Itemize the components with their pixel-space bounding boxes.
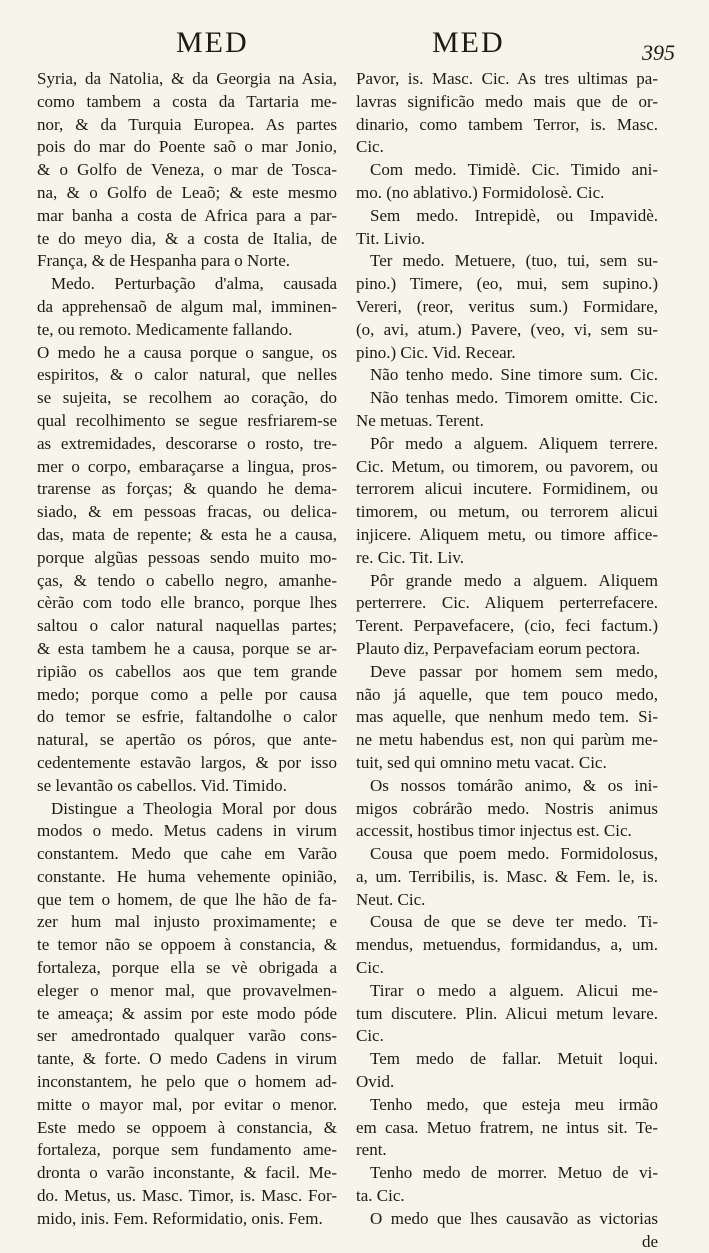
text-line: Não tenho medo. Sine timore sum. Cic. [370,365,658,385]
text-line: ser amedrontado qualquer varão cons- [37,1026,337,1046]
text-line: & esta tambem he a causa, porque se ar- [37,638,337,658]
text-line: Vereri, (reor, veritus sum.) Formidare, [356,296,658,316]
text-line: Neut. Cic. [356,889,426,909]
text-line: te, ou remoto. Medicamente fallando. [37,319,293,339]
text-line: pino.) Timere, (eo, mui, sem supino.) [356,274,658,294]
text-line: tuit, sed qui omnino metu vacat. Cic. [356,752,607,772]
text-line: te ameaça; & assim por este modo póde [37,1003,337,1023]
text-line: medo; porque como a pelle por causa [37,684,337,704]
text-line: perterrere. Cic. Aliquem perterrefacere. [356,593,658,613]
text-line: Este medo se oppoem à constancia, & [37,1117,337,1137]
text-line: ne metu habendus est, non qui parùm me- [356,730,658,750]
text-line: pino.) Cic. Vid. Recear. [356,342,516,362]
text-line: (o, avi, atum.) Pavere, (veo, vi, sem su- [356,319,658,339]
text-line: re. Cic. Tit. Liv. [356,547,464,567]
text-line: Medo. Perturbação d'alma, causada [51,274,337,294]
text-line: mo. (no ablativo.) Formidolosè. Cic. [356,182,605,202]
text-line: Distingue a Theologia Moral por dous [51,798,337,818]
text-line: mas aquelle, que nenhum medo tem. Si- [356,707,658,727]
text-line: Tenho medo de morrer. Metuo de vi- [370,1163,658,1183]
text-line: Pôr grande medo a alguem. Aliquem [370,570,658,590]
text-line: pois do mar do Poente saõ o mar Jonio, [37,137,337,157]
text-line: Pavor, is. Masc. Cic. As tres ultimas pa- [356,69,658,88]
text-line: Tit. Livio. [356,228,425,248]
text-line: cedentemente estavão largos, & por isso [37,752,337,772]
text-line: mitte o mayor mal, por evitar o menor. [37,1094,337,1114]
text-line: Cic. [356,1026,384,1046]
text-line: eleger o menor mal, que provavelmen- [37,980,337,1000]
text-line: Deve passar por homem sem medo, [370,661,658,681]
text-line: Cic. Metum, ou timorem, ou pavorem, ou [356,456,658,476]
text-line: na, & o Golfo de Leaõ; & este mesmo [37,182,337,202]
text-line: nor, & da Turquia Europea. As partes [37,114,337,134]
text-line: terrorem alicui incutere. Formidinem, ou [356,479,658,499]
text-line: O medo que lhes causavão as victorias [370,1208,658,1228]
text-line: & o Golfo de Veneza, o mar de Tosca- [37,160,337,180]
text-line: constante. He huma vehemente opinião, [37,866,337,886]
page-number: 395 [642,40,675,65]
text-line: Cousa de que se deve ter medo. Ti- [370,912,658,932]
text-line: do temor se esfrie, faltandolhe o calor [37,707,337,727]
text-line: modos o medo. Metus cadens in virum [37,821,337,841]
text-line: da apprehensaõ de algum mal, imminen- [37,296,337,316]
text-line: Com medo. Timidè. Cic. Timido ani- [370,160,658,180]
text-line: ças, & tendo o cabello negro, amanhe- [37,570,337,590]
right-column [356,68,658,1253]
text-line: Cic. [356,137,384,157]
text-line: siado, & em pessoas fracas, ou delica- [37,502,337,522]
text-line: fortaleza, porque sem fundamento ame- [37,1140,337,1160]
text-line: Ter medo. Metuere, (tuo, tui, sem su- [370,251,658,271]
text-line: das, mata de repente; & esta he a causa, [37,524,337,544]
text-line: ta. Cic. [356,1186,405,1206]
text-line: timorem, ou metum, ou terrorem alicui [356,502,658,522]
text-line: a, um. Terribilis, is. Masc. & Fem. le, is. [356,866,658,886]
text-line: Os nossos tomárão animo, & os ini- [370,775,658,795]
text-line: as extremidades, descorarse o rosto, tre- [37,433,337,453]
text-line: te temor não se oppoem à constancia, & [37,935,337,955]
text-line: Sem medo. Intrepidè, ou Impavidè. [370,205,658,225]
text-line: Syria, da Natolia, & da Georgia na Asia, [37,69,337,88]
text-line: Tem medo de fallar. Metuit loqui. [370,1049,658,1069]
text-line: saltou o calor natural naquellas partes; [37,616,337,636]
text-line: tum discutere. Plin. Alicui metum levare. [356,1003,658,1023]
text-line: mer o corpo, embaraçarse a lingua, pros- [37,456,337,476]
text-line: dronta o varão inconstante, & facil. Me- [37,1163,337,1183]
text-line: inconstantem, he pelo que o homem ad- [37,1072,337,1092]
text-line: Ne metuas. Terent. [356,410,484,430]
text-line: que tem o homem, de que lhe hão de fa- [37,889,337,909]
text-line: lavras significão medo mais que de or- [356,91,658,111]
text-line: Plauto diz, Perpavefaciam eorum pectora. [356,638,641,658]
text-line: trarense as forças; & quando he dema- [37,479,337,499]
text-line: zer hum mal injusto proximamente; e [37,912,337,932]
running-head-right: MED [432,26,505,59]
text-line: Ovid. [356,1072,395,1092]
text-line: França, & de Hespanha para o Norte. [37,251,291,271]
text-line: natural, se apertão os póros, que ante- [37,730,337,750]
text-line: rent. [356,1140,387,1160]
text-line: mendus, metuendus, formidandus, a, um. [356,935,658,955]
running-head-left: MED [176,26,249,59]
text-line: não já aquelle, que tem pouco medo, [356,684,658,704]
text-line: O medo he a causa porque o sangue, os [37,342,337,362]
text-line: Cousa que poem medo. Formidolosus, [370,844,658,864]
text-line: mar banha a costa de Africa para a par- [37,205,337,225]
text-line: de [641,1231,658,1251]
text-line: em casa. Metuo fratrem, ne intus sit. Te- [356,1117,658,1137]
text-line: se sujeita, se recolhem ao coração, do [37,388,337,408]
text-line: fortaleza, porque ella se vè obrigada a [37,958,337,978]
text-line: tante, & forte. O medo Cadens in virum [37,1049,337,1069]
text-line: accessit, hostibus timor injectus est. Cic. [356,821,632,841]
text-line: ripião os cabellos aos que tem grande [37,661,337,681]
text-line: dinario, como tambem Terror, is. Masc. [356,114,658,134]
left-column [37,68,337,1231]
text-line: constantem. Medo que cahe em Varão [37,844,337,864]
text-line: Pôr medo a alguem. Aliquem terrere. [370,433,658,453]
text-line: Cic. [356,958,384,978]
text-line: como tambem a costa da Tartaria me- [37,91,337,111]
text-line: migos cobrárão medo. Nostris animus [356,798,658,818]
text-line: espiritos, & o calor natural, que nelles [37,365,337,385]
text-line: se levantão os cabellos. Vid. Timido. [37,775,287,795]
text-line: Tenho medo, que esteja meu irmão [370,1094,658,1114]
text-line: injicere. Aliquem metu, ou timore affice- [356,524,658,544]
text-line: cèrão com todo elle branco, porque lhes [37,593,337,613]
text-line: porque algũas pessoas sendo muito mo- [37,547,337,567]
text-line: mido, inis. Fem. Reformidatio, onis. Fem. [37,1208,323,1228]
text-line: qual recolhimento se segue resfriarem-se [37,410,337,430]
text-line: do. Metus, us. Masc. Timor, is. Masc. For- [37,1186,337,1206]
text-line: te do meyo dia, & a costa de Italia, de [37,228,337,248]
text-line: Não tenhas medo. Timorem omitte. Cic. [370,388,658,408]
text-line: Tirar o medo a alguem. Alicui me- [370,980,658,1000]
text-line: Terent. Perpavefacere, (cio, feci factum.) [356,616,658,636]
